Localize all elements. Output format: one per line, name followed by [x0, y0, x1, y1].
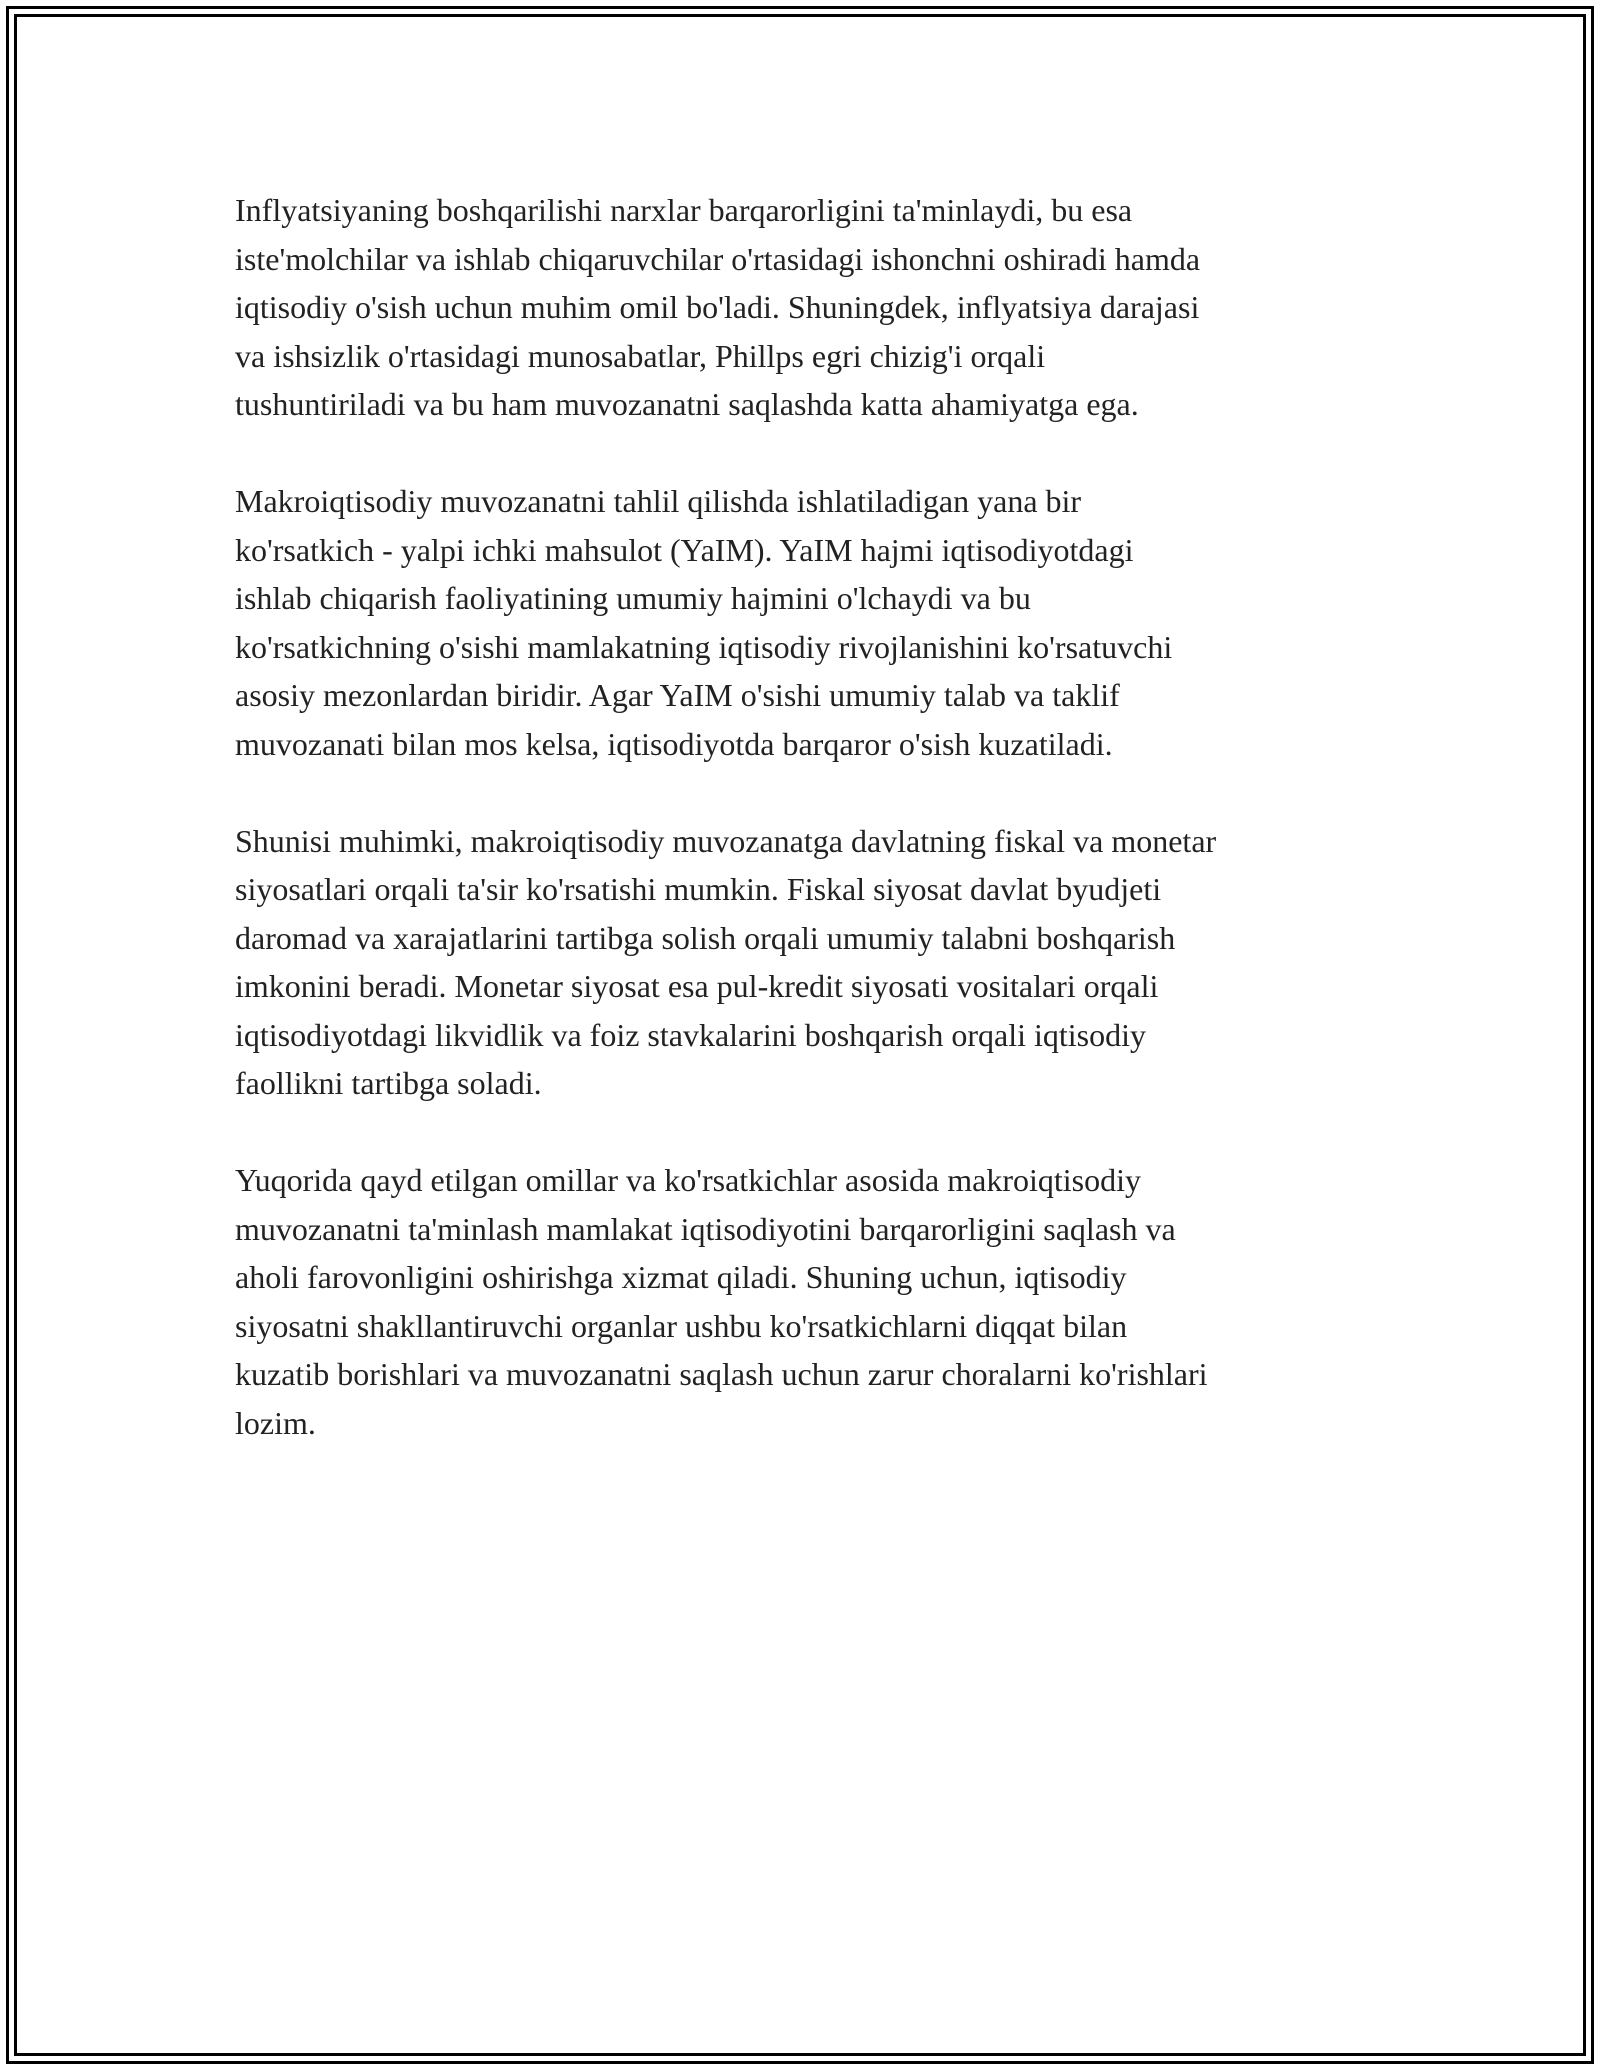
text-line: iqtisodiy o'sish uchun muhim omil bo'ladi. Shuningdek, inflyatsiya darajasi	[235, 289, 1200, 325]
paragraph-conclusion	[235, 1156, 1385, 1447]
text-line: Shunisi muhimki, makroiqtisodiy muvozanatga davlatning fiskal va monetar	[235, 822, 1217, 859]
text-line: Yuqorida qayd etilgan omillar va ko'rsatkichlar asosida makroiqtisodiy	[235, 1162, 1141, 1198]
paragraph-fiscal-monetary	[235, 817, 1385, 1108]
text-line: faollikni tartibga soladi.	[235, 1065, 542, 1101]
text-line: ishlab chiqarish faoliyatining umumiy hajmini o'lchaydi va bu	[235, 580, 1031, 616]
text-line: siyosatlari orqali ta'sir ko'rsatishi mumkin. Fiskal siyosat davlat byudjeti	[235, 871, 1162, 907]
text-line: asosiy mezonlardan biridir. Agar YaIM o'sishi umumiy talab va taklif	[235, 677, 1120, 713]
paragraph-gdp	[235, 477, 1385, 768]
text-line: Inflyatsiyaning boshqarilishi narxlar barqarorligini ta'minlaydi, bu esa	[235, 192, 1133, 228]
text-line: iste'molchilar va ishlab chiqaruvchilar o'rtasidagi ishonchni oshiradi hamda	[235, 240, 1201, 277]
text-line: siyosatni shakllantiruvchi organlar ushbu ko'rsatkichlarni diqqat bilan	[235, 1307, 1128, 1344]
text-line: Makroiqtisodiy muvozanatni tahlil qilishda ishlatiladigan yana bir	[235, 483, 1082, 519]
text-line: muvozanatni ta'minlash mamlakat iqtisodiyotini barqarorligini saqlash va	[235, 1210, 1176, 1247]
text-line: ko'rsatkichning o'sishi mamlakatning iqtisodiy rivojlanishini ko'rsatuvchi	[235, 628, 1173, 665]
text-line: imkonini beradi. Monetar siyosat esa pul-kredit siyosati vositalari orqali	[235, 968, 1159, 1004]
text-line: va ishsizlik o'rtasidagi munosabatlar, Phillps egri chizig'i orqali	[235, 337, 1046, 374]
text-line: tushuntiriladi va bu ham muvozanatni saqlashda katta ahamiyatga ega.	[235, 386, 1139, 422]
text-line: kuzatib borishlari va muvozanatni saqlash uchun zarur choralarni ko'rishlari	[235, 1356, 1208, 1392]
text-line: aholi farovonligini oshirishga xizmat qiladi. Shuning uchun, iqtisodiy	[235, 1259, 1127, 1295]
text-line: ko'rsatkich - yalpi ichki mahsulot (YaIM). YaIM hajmi iqtisodiyotdagi	[235, 531, 1134, 568]
paragraph-inflation	[235, 186, 1385, 429]
text-line: lozim.	[235, 1404, 316, 1441]
text-line: iqtisodiyotdagi likvidlik va foiz stavkalarini boshqarish orqali iqtisodiy	[235, 1016, 1146, 1053]
text-line: daromad va xarajatlarini tartibga solish orqali umumiy talabni boshqarish	[235, 919, 1176, 956]
document-body	[235, 186, 1385, 1496]
text-line: muvozanati bilan mos kelsa, iqtisodiyotda barqaror o'sish kuzatiladi.	[235, 725, 1113, 762]
